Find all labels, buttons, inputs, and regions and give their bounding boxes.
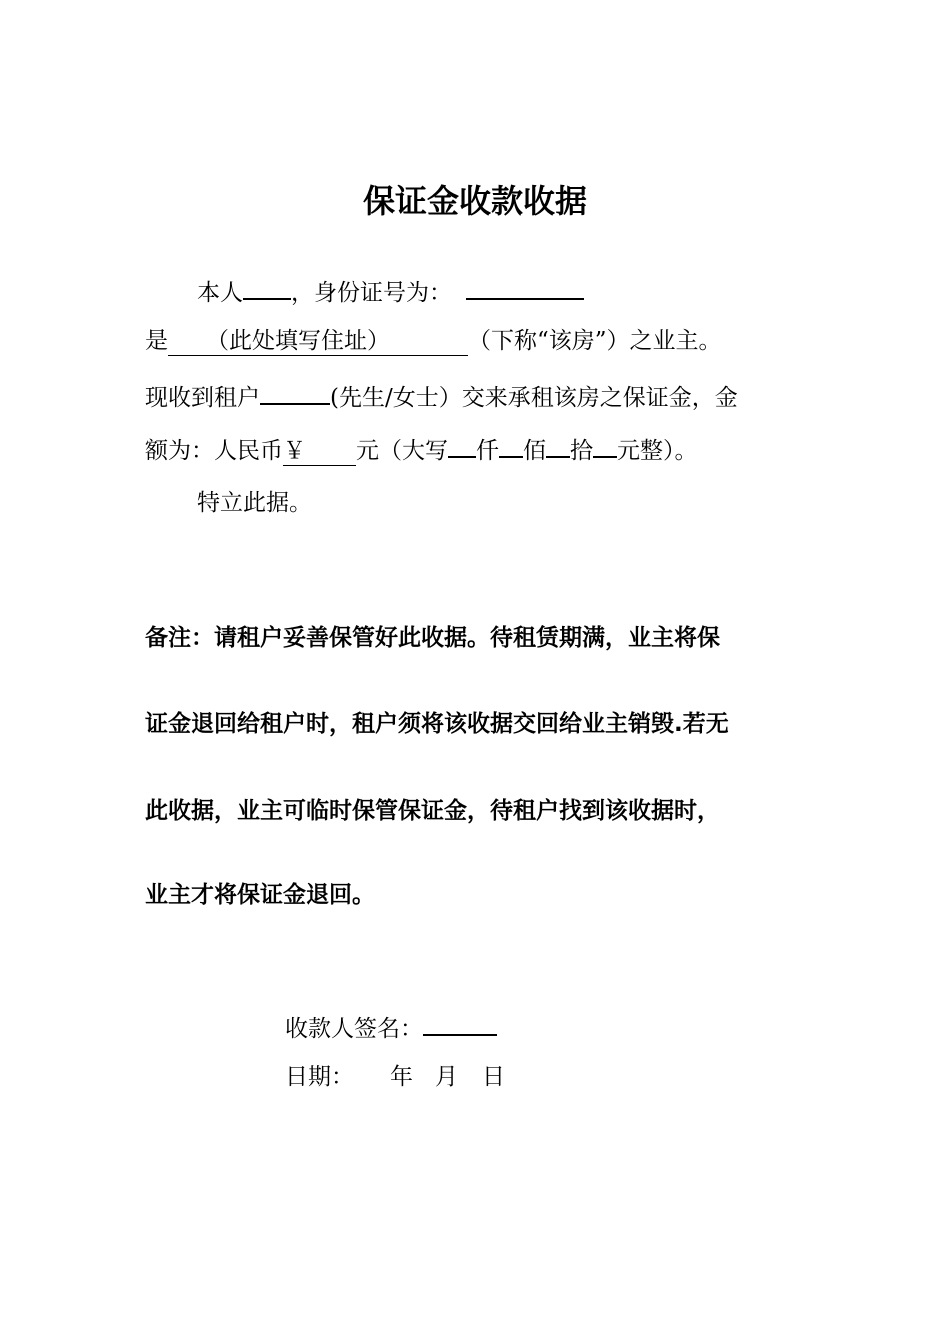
hundred-label: 佰 xyxy=(523,438,546,464)
thousand-label: 仟 xyxy=(476,438,499,464)
date-label: 日期： xyxy=(285,1064,354,1090)
id-number-label: ，身份证号为： xyxy=(291,280,452,306)
tenant-name-blank[interactable] xyxy=(260,379,330,405)
signature-label: 收款人签名： xyxy=(285,1016,423,1042)
yuan-blank[interactable] xyxy=(593,432,617,458)
hundred-blank[interactable] xyxy=(499,432,523,458)
signature-blank[interactable] xyxy=(423,1010,497,1036)
year-label: 年 xyxy=(390,1064,413,1090)
month-label: 月 xyxy=(435,1064,458,1090)
currency-symbol: ￥ xyxy=(283,438,306,464)
thousand-blank[interactable] xyxy=(448,432,476,458)
paragraph-line-3 xyxy=(145,379,738,413)
remark-line-3: 此收据，业主可临时保管保证金，待租户找到该收据时， xyxy=(145,798,720,824)
ten-blank[interactable] xyxy=(546,432,570,458)
signature-line xyxy=(285,1010,497,1044)
paragraph-line-1 xyxy=(197,274,584,308)
hereby-text: 特立此据。 xyxy=(197,490,312,516)
address-blank[interactable] xyxy=(168,328,468,356)
paragraph-line-5 xyxy=(197,488,312,518)
date-line xyxy=(285,1062,505,1092)
document-title: 保证金收款收据 xyxy=(362,182,587,220)
ten-label: 拾 xyxy=(570,438,593,464)
day-label: 日 xyxy=(482,1064,505,1090)
paragraph-line-4 xyxy=(145,432,698,466)
remark-line-4: 业主才将保证金退回。 xyxy=(145,882,375,908)
house-reference-text: （下称“该房”）之业主。 xyxy=(468,328,722,354)
id-number-blank[interactable] xyxy=(466,274,584,300)
remark-line-2: 证金退回给租户时，租户须将该收据交回给业主销毁.若无 xyxy=(145,711,729,737)
amount-label: 额为：人民币 xyxy=(145,438,283,464)
tenant-label: 现收到租户 xyxy=(145,385,260,411)
is-label: 是 xyxy=(145,328,168,354)
self-label: 本人 xyxy=(197,280,243,306)
owner-name-blank[interactable] xyxy=(243,274,291,300)
yuan-uppercase-label: 元（大写 xyxy=(356,438,448,464)
address-hint: （此处填写住址） xyxy=(206,328,390,354)
deposit-text: (先生/女士）交来承租该房之保证金，金 xyxy=(330,385,738,411)
paragraph-line-2 xyxy=(145,326,722,356)
amount-blank[interactable] xyxy=(283,438,356,466)
remark-line-1: 备注：请租户妥善保管好此收据。待租赁期满，业主将保 xyxy=(145,625,720,651)
yuan-whole-label: 元整）。 xyxy=(617,438,698,464)
